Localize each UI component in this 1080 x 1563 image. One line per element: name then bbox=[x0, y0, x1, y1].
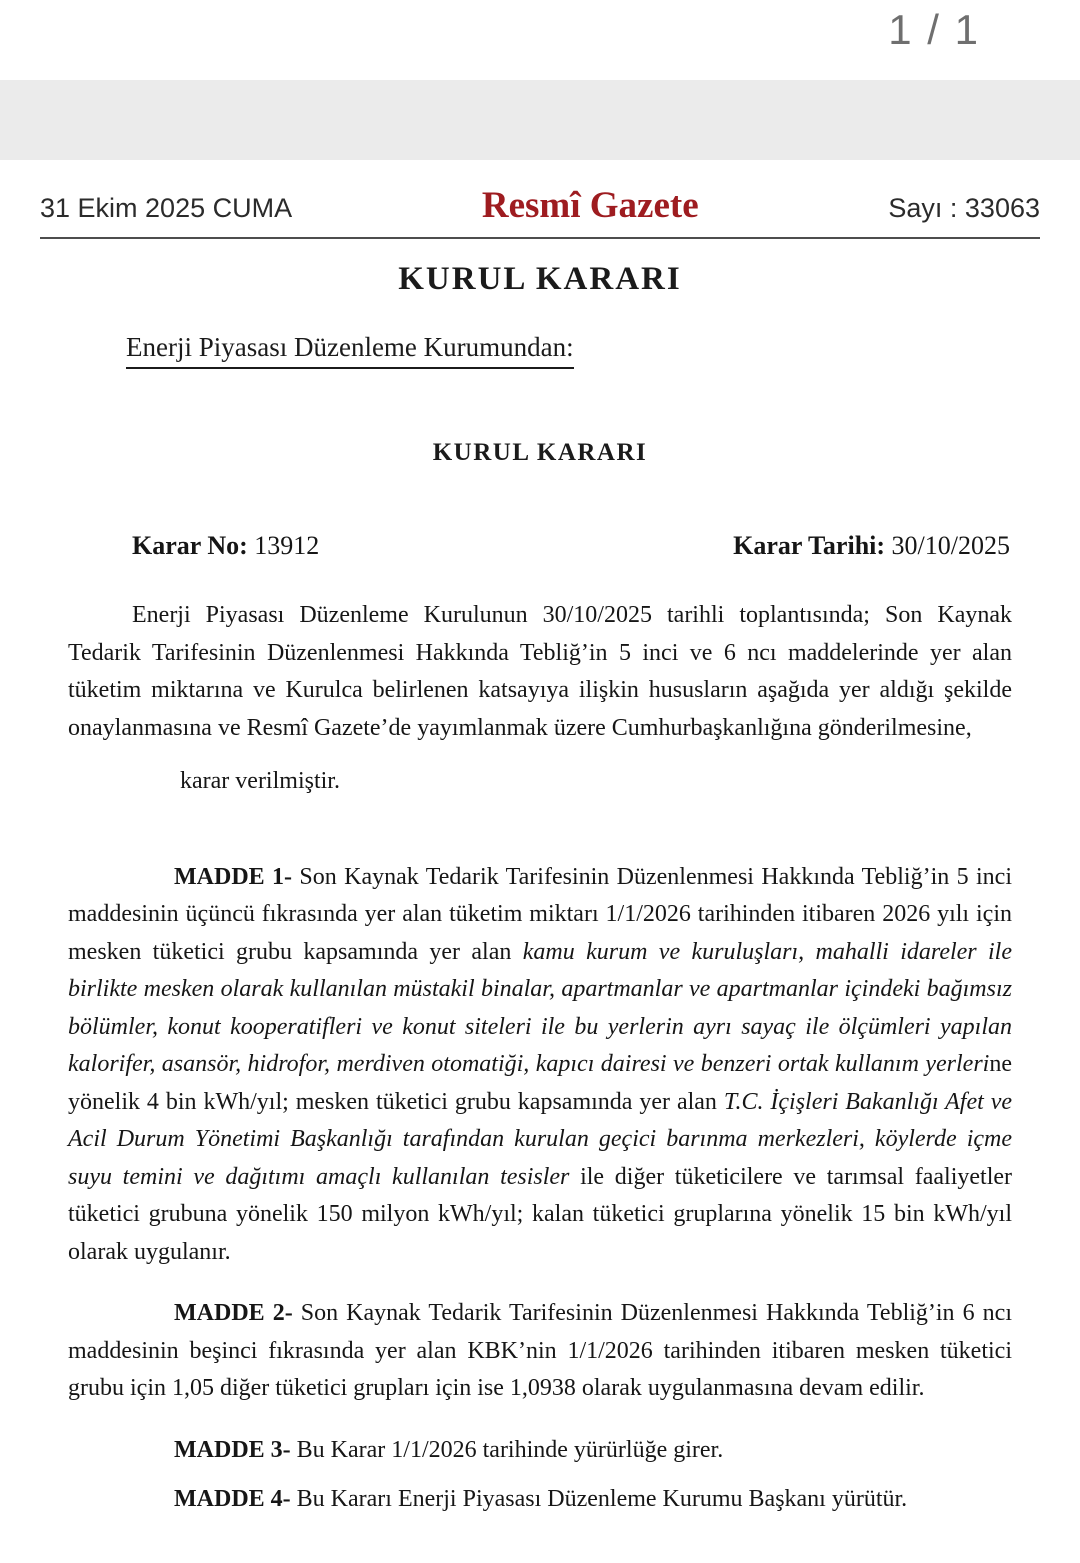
article-madde-1 bbox=[68, 859, 1012, 1272]
decision-number-label: Karar No: bbox=[132, 531, 248, 560]
document-subtitle: KURUL KARARI bbox=[432, 439, 648, 466]
article-2-text: Son Kaynak Tedarik Tarifesinin Düzenlenmesi Hakkında Tebliğ’in 6 ncı maddesinin beşinci fıkrasında yer alan KBK’nin 1/1/2026 tarihinden itibaren mesken tüketici grubu için 1,05 diğer tüketici grupları için ise 1,0938 olarak uygulanmasına devam edilir. bbox=[68, 1300, 1012, 1401]
decision-date bbox=[733, 531, 1010, 561]
gazette-header bbox=[40, 184, 1040, 239]
article-1-run-4-italic: T.C. İçişleri Bakanlığı Afet ve Acil Durum Yönetimi Başkanlığı tarafından kurulan geçici barınma merkezleri, köylerde içme suyu temini ve dağıtımı amaçlı kullanılan tesisler bbox=[68, 1088, 1013, 1190]
authority-line-wrap bbox=[40, 298, 1040, 369]
article-madde-3 bbox=[68, 1432, 1012, 1470]
authority-line: Enerji Piyasası Düzenleme Kurumundan: bbox=[126, 332, 574, 369]
article-2-label: MADDE 2- bbox=[174, 1300, 293, 1326]
article-1-run-1: Son Kaynak Tedarik Tarifesinin Düzenlenmesi Hakkında Tebliğ’in 5 inci maddesinin üçüncü fıkrasında yer alan tüketim miktarı 1/1/2026 tarihinden itibaren 2026 yılı için mesken tüketici grubu kapsamında yer alan bbox=[68, 863, 1012, 965]
decision-phrase: karar verilmiştir. bbox=[180, 768, 340, 794]
gazette-issue-number: Sayı : 33063 bbox=[888, 193, 1040, 223]
article-1-run-2-italic: kamu kurum ve kuruluşları, mahalli idareler ile birlikte mesken olarak kullanılan müstakil binalar, apartmanlar ve apartmanlar içindeki bağımsız bölümler, konut kooperatifleri ve konut siteleri ile bu yerlerin ayrı sayaç ile ölçümleri yapılan kalorifer, asansör, hidrofor, merdiven otomatiği, kapıcı dairesi ve benzeri ortak kullanım yerleri bbox=[68, 938, 1013, 1077]
article-1-run-5: ile diğer tüketicilere ve tarımsal faaliyetler tüketici grubuna yönelik 150 milyon kWh/yıl; kalan tüketici gruplarına yönelik 15 bin kWh/yıl olarak uygulanır. bbox=[68, 1163, 1013, 1265]
article-4-text: Bu Kararı Enerji Piyasası Düzenleme Kurumu Başkanı yürütür. bbox=[290, 1486, 908, 1512]
article-madde-2 bbox=[68, 1295, 1012, 1408]
article-4-label: MADDE 4- bbox=[174, 1486, 291, 1512]
decision-meta-row bbox=[40, 531, 1040, 561]
article-3-text: Bu Karar 1/1/2026 tarihinde yürürlüğe girer. bbox=[290, 1436, 724, 1463]
document-title: KURUL KARARI bbox=[398, 261, 682, 297]
gazette-date: 31 Ekim 2025 CUMA bbox=[40, 193, 293, 223]
decision-date-value: 30/10/2025 bbox=[885, 531, 1010, 560]
intro-paragraph: Enerji Piyasası Düzenleme Kurulunun 30/10/2025 tarihli toplantısında; Son Kaynak Tedarik Tarifesinin Düzenlenmesi Hakkında Tebliğ’in 5 inci ve 6 ncı maddelerinde yer alan tüketim miktarına ve Kurulca belirlenen katsayıya ilişkin hususların aşağıda yer aldığı şekilde onaylanmasına ve Resmî Gazete’de yayımlanmak üzere Cumhurbaşkanlığına gönderilmesine, bbox=[68, 602, 1012, 741]
document-page bbox=[0, 160, 1080, 1519]
decision-date-label: Karar Tarihi: bbox=[733, 531, 886, 560]
decision-number-value: 13912 bbox=[247, 531, 320, 560]
viewer-toolbar-band bbox=[0, 80, 1080, 160]
article-1-label: MADDE 1- bbox=[174, 863, 293, 890]
article-1-run-3: ne yönelik 4 bin kWh/yıl; mesken tüketici grubu kapsamında yer alan bbox=[68, 1051, 1012, 1115]
document-body bbox=[40, 597, 1040, 1519]
gazette-masthead: Resmî Gazete bbox=[481, 185, 699, 226]
decision-number bbox=[132, 531, 319, 561]
article-3-label: MADDE 3- bbox=[174, 1436, 291, 1463]
page-indicator: 1 / 1 bbox=[888, 6, 980, 53]
article-madde-4 bbox=[68, 1481, 1012, 1519]
